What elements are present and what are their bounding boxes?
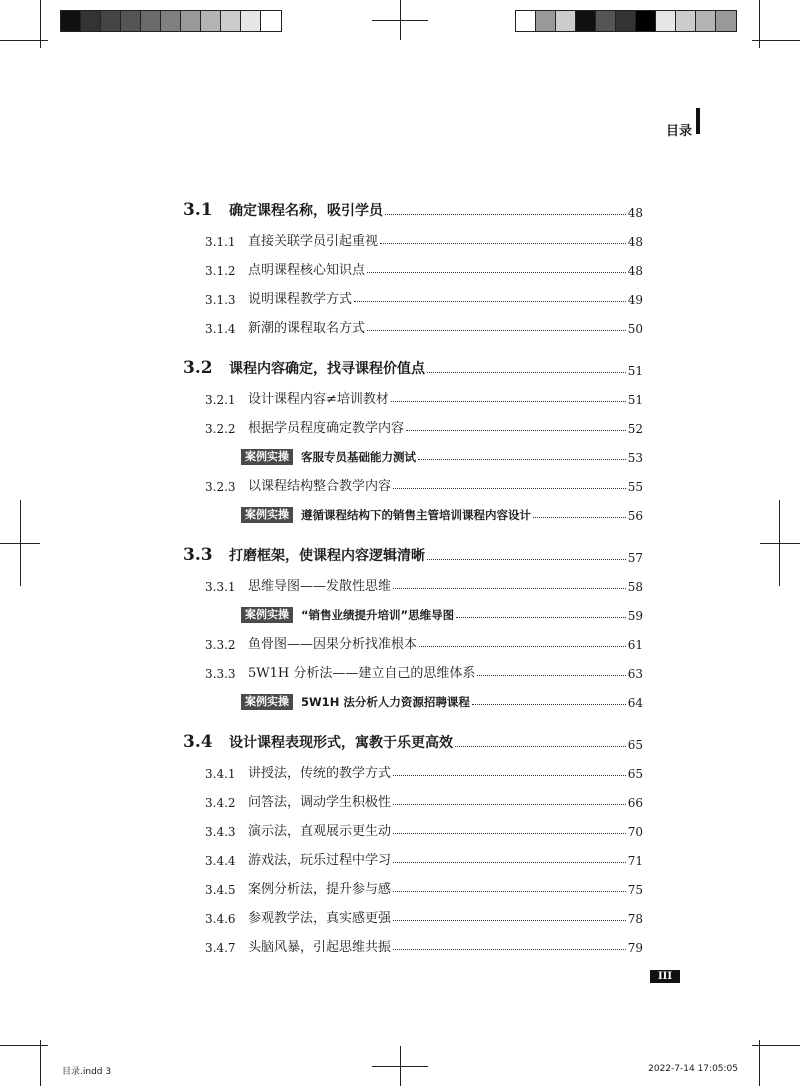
crop-mark [372, 1066, 428, 1067]
toc-page-number: 71 [627, 854, 643, 868]
toc-sub-row[interactable] [183, 781, 643, 810]
toc-sub-row[interactable] [183, 652, 643, 681]
toc-title: 新潮的课程取名方式 [248, 321, 366, 336]
toc-page-number: 51 [627, 393, 643, 407]
crop-mark [760, 543, 800, 544]
table-of-contents [183, 190, 643, 955]
crop-mark [752, 40, 800, 41]
leader-dots [419, 646, 626, 647]
case-tag: 案例实操 [241, 694, 293, 710]
toc-title: 确定课程名称，吸引学员 [229, 203, 383, 219]
toc-page-number: 75 [627, 883, 643, 897]
toc-page-number: 63 [627, 667, 643, 681]
toc-sub-row[interactable] [183, 810, 643, 839]
toc-page-number: 48 [627, 264, 643, 278]
toc-number: 3.1.2 [205, 264, 236, 278]
toc-title: 客服专员基础能力测试 [301, 450, 416, 464]
toc-title: 以课程结构整合教学内容 [248, 479, 392, 494]
toc-case-row[interactable] [183, 681, 643, 710]
leader-dots [406, 430, 626, 431]
toc-case-row[interactable] [183, 494, 643, 523]
leader-dots [393, 891, 626, 892]
toc-page-number: 55 [627, 480, 643, 494]
toc-page-number: 48 [627, 235, 643, 249]
toc-title: 案例分析法，提升参与感 [248, 882, 392, 897]
toc-title: 鱼骨图——因果分析找准根本 [248, 637, 418, 652]
left-bar-swatch [81, 11, 101, 31]
toc-sub-row[interactable] [183, 307, 643, 336]
toc-number: 3.2.2 [205, 422, 236, 436]
crop-mark [372, 20, 428, 21]
left-bar-swatch [201, 11, 221, 31]
leader-dots [367, 330, 626, 331]
toc-page-number: 57 [627, 551, 643, 565]
leader-dots [427, 559, 626, 560]
toc-sub-row[interactable] [183, 897, 643, 926]
toc-page-number: 64 [627, 696, 643, 710]
toc-page-number: 65 [627, 738, 643, 752]
toc-sub-row[interactable] [183, 839, 643, 868]
toc-page-number: 79 [627, 941, 643, 955]
toc-case-row[interactable] [183, 594, 643, 623]
page-title: 目录 [665, 124, 692, 139]
right-bar-swatch [556, 11, 576, 31]
toc-number: 3.4.1 [205, 767, 236, 781]
slug-file: 目录.indd 3 [62, 1067, 112, 1077]
left-bar-swatch [161, 11, 181, 31]
toc-page-number: 65 [627, 767, 643, 781]
toc-title: 遵循课程结构下的销售主管培训课程内容设计 [301, 508, 531, 522]
toc-case-row[interactable] [183, 436, 643, 465]
toc-number: 3.1.1 [205, 235, 236, 249]
crop-mark [779, 500, 780, 586]
toc-page-number: 50 [627, 322, 643, 336]
right-bar-swatch [656, 11, 676, 31]
toc-number: 3.3.1 [205, 580, 236, 594]
toc-sub-row[interactable] [183, 407, 643, 436]
toc-page-number: 56 [627, 509, 643, 523]
toc-page-number: 49 [627, 293, 643, 307]
toc-number: 3.3.3 [205, 667, 236, 681]
color-bar-right [515, 10, 737, 32]
toc-number: 3.4.4 [205, 854, 236, 868]
crop-mark [0, 40, 48, 41]
toc-number: 3.4.2 [205, 796, 236, 810]
right-bar-swatch [596, 11, 616, 31]
toc-number: 3.4 [183, 732, 213, 752]
left-bar-swatch [261, 11, 281, 31]
toc-number: 3.2.3 [205, 480, 236, 494]
toc-title: 课程内容确定，找寻课程价值点 [229, 361, 425, 377]
toc-number: 3.1 [183, 200, 213, 220]
toc-sub-row[interactable] [183, 752, 643, 781]
page-number: III [650, 970, 680, 983]
toc-title: 5W1H 分析法——建立自己的思维体系 [248, 666, 476, 681]
leader-dots [393, 804, 626, 805]
right-bar-swatch [676, 11, 696, 31]
toc-title: 参观教学法，真实感更强 [248, 911, 392, 926]
toc-title: 讲授法，传统的教学方式 [248, 766, 392, 781]
toc-number: 3.3.2 [205, 638, 236, 652]
toc-number: 3.1.4 [205, 322, 236, 336]
toc-title: 说明课程教学方式 [248, 292, 353, 307]
header-rule [696, 108, 700, 134]
toc-number: 3.2.1 [205, 393, 236, 407]
toc-sub-row[interactable] [183, 220, 643, 249]
right-bar-swatch [716, 11, 736, 31]
leader-dots [367, 272, 626, 273]
right-bar-swatch [636, 11, 656, 31]
leader-dots [380, 243, 626, 244]
toc-page-number: 48 [627, 206, 643, 220]
toc-title: 设计课程表现形式，寓教于乐更高效 [229, 735, 453, 751]
toc-number: 3.2 [183, 358, 213, 378]
toc-page-number: 66 [627, 796, 643, 810]
case-tag: 案例实操 [241, 449, 293, 465]
leader-dots [472, 704, 626, 705]
right-bar-swatch [696, 11, 716, 31]
leader-dots [393, 920, 626, 921]
leader-dots [427, 372, 626, 373]
toc-page-number: 70 [627, 825, 643, 839]
toc-sub-row[interactable] [183, 623, 643, 652]
leader-dots [456, 617, 626, 618]
left-bar-swatch [241, 11, 261, 31]
toc-title: 游戏法，玩乐过程中学习 [248, 853, 392, 868]
case-tag: 案例实操 [241, 507, 293, 523]
right-bar-swatch [576, 11, 596, 31]
color-bar-left [60, 10, 282, 32]
toc-title: 打磨框架，使课程内容逻辑清晰 [229, 548, 425, 564]
toc-page-number: 78 [627, 912, 643, 926]
leader-dots [393, 949, 626, 950]
toc-page-number: 51 [627, 364, 643, 378]
leader-dots [393, 488, 626, 489]
leader-dots [354, 301, 626, 302]
toc-sub-row[interactable] [183, 926, 643, 955]
right-bar-swatch [616, 11, 636, 31]
crop-mark [40, 1040, 41, 1086]
left-bar-swatch [101, 11, 121, 31]
toc-section-row[interactable] [183, 348, 643, 378]
toc-page-number: 53 [627, 451, 643, 465]
crop-mark [20, 500, 21, 586]
toc-number: 3.4.3 [205, 825, 236, 839]
toc-number: 3.4.6 [205, 912, 236, 926]
toc-title: 根据学员程度确定教学内容 [248, 421, 405, 436]
right-bar-swatch [536, 11, 556, 31]
toc-page-number: 52 [627, 422, 643, 436]
toc-sub-row[interactable] [183, 378, 643, 407]
toc-title: 思维导图——发散性思维 [248, 579, 392, 594]
toc-page-number: 59 [627, 609, 643, 623]
left-bar-swatch [141, 11, 161, 31]
left-bar-swatch [221, 11, 241, 31]
toc-title: 问答法，调动学生积极性 [248, 795, 392, 810]
leader-dots [393, 775, 626, 776]
left-bar-swatch [121, 11, 141, 31]
crop-mark [752, 1045, 800, 1046]
toc-title: 设计课程内容≠培训教材 [248, 392, 389, 407]
toc-sub-row[interactable] [183, 868, 643, 897]
right-bar-swatch [516, 11, 536, 31]
toc-title: 点明课程核心知识点 [248, 263, 366, 278]
toc-title: 5W1H 法分析人力资源招聘课程 [301, 695, 470, 709]
toc-sub-row[interactable] [183, 465, 643, 494]
toc-section-row[interactable] [183, 190, 643, 220]
leader-dots [393, 862, 626, 863]
toc-number: 3.1.3 [205, 293, 236, 307]
toc-title: 直接关联学员引起重视 [248, 234, 379, 249]
leader-dots [418, 459, 626, 460]
toc-number: 3.4.5 [205, 883, 236, 897]
toc-sub-row[interactable] [183, 249, 643, 278]
leader-dots [455, 746, 626, 747]
toc-title: 头脑风暴，引起思维共振 [248, 940, 392, 955]
leader-dots [393, 588, 626, 589]
leader-dots [477, 675, 625, 676]
toc-page-number: 58 [627, 580, 643, 594]
toc-page-number: 61 [627, 638, 643, 652]
toc-number: 3.4.7 [205, 941, 236, 955]
leader-dots [391, 401, 626, 402]
left-bar-swatch [61, 11, 81, 31]
toc-title: 演示法，直观展示更生动 [248, 824, 392, 839]
toc-section-row[interactable] [183, 722, 643, 752]
leader-dots [385, 214, 626, 215]
toc-sub-row[interactable] [183, 278, 643, 307]
toc-sub-row[interactable] [183, 565, 643, 594]
toc-number: 3.3 [183, 545, 213, 565]
toc-section-row[interactable] [183, 535, 643, 565]
leader-dots [393, 833, 626, 834]
left-bar-swatch [181, 11, 201, 31]
crop-mark [0, 1045, 48, 1046]
crop-mark [759, 1040, 760, 1086]
case-tag: 案例实操 [241, 607, 293, 623]
toc-title: “销售业绩提升培训”思维导图 [301, 608, 455, 622]
slug-datetime: 2022-7-14 17:05:05 [648, 1064, 738, 1074]
leader-dots [533, 517, 626, 518]
